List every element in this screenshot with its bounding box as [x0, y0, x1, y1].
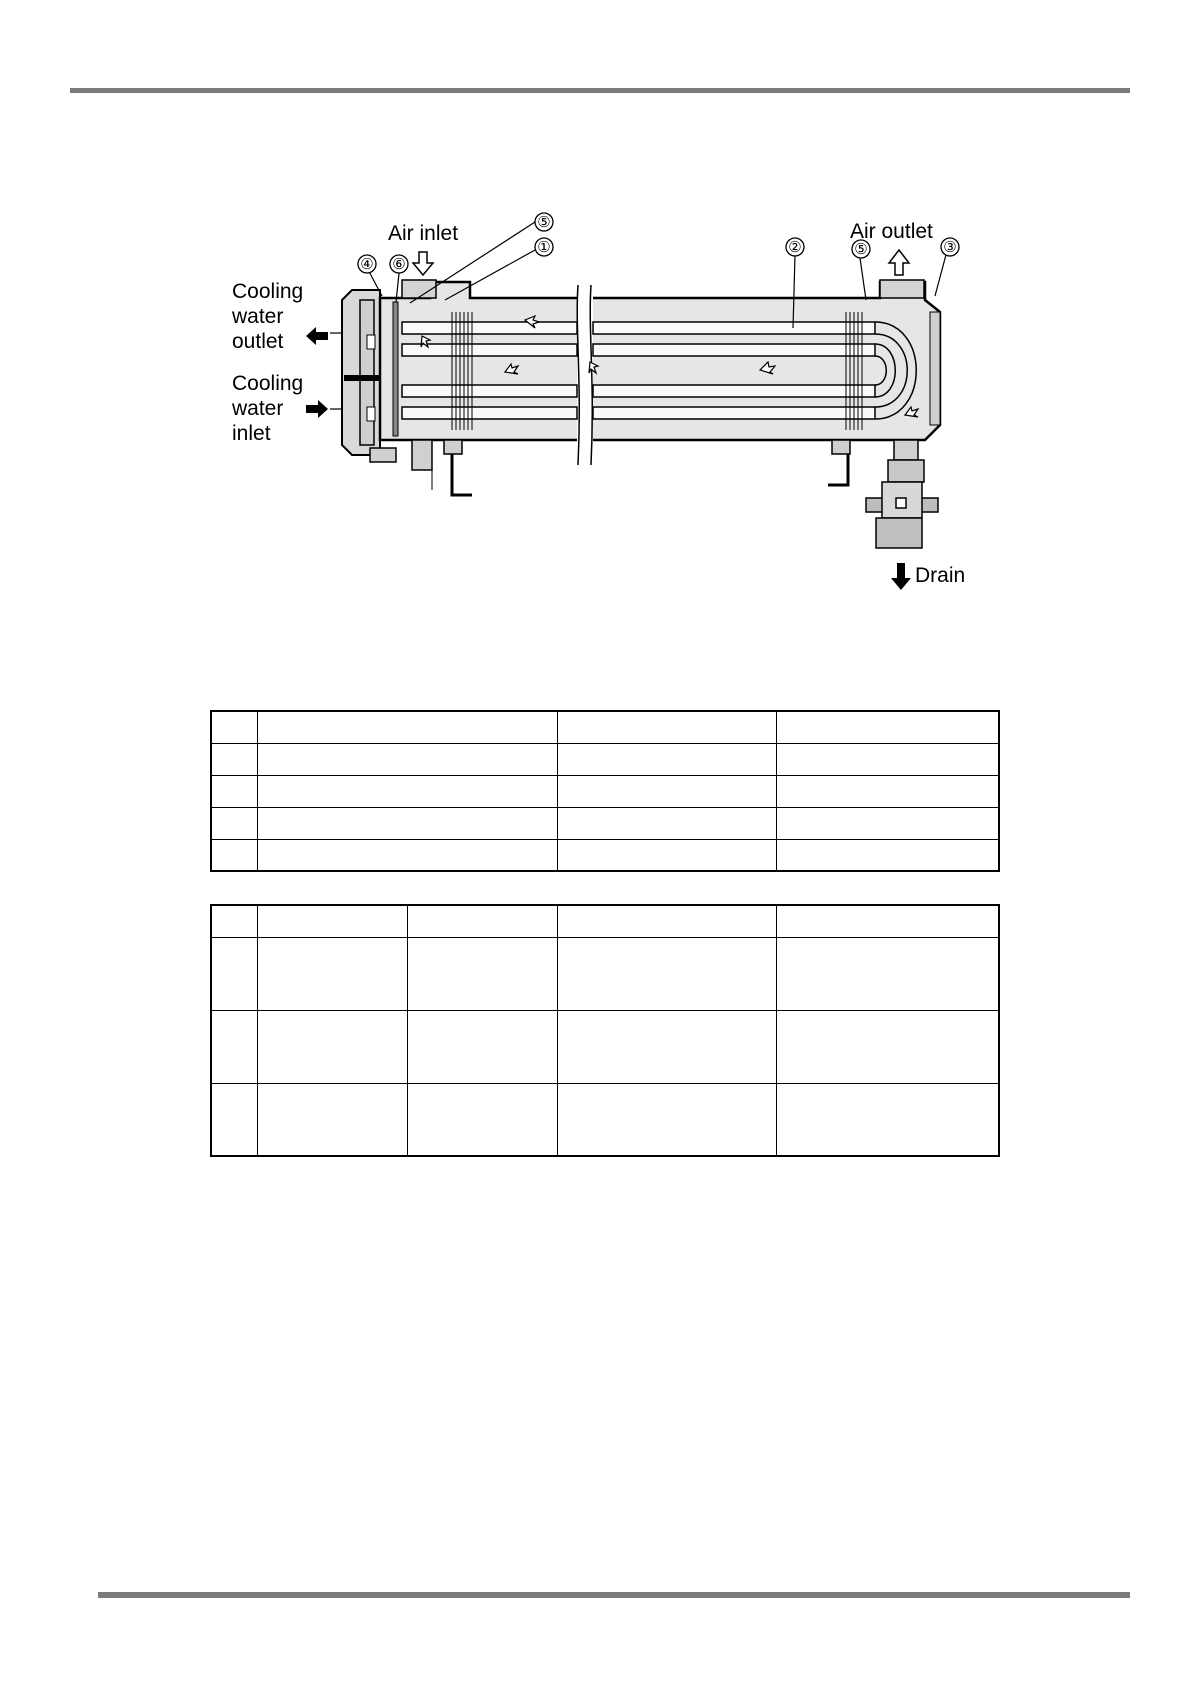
drain-valve	[866, 440, 938, 548]
air-inlet-label: Air inlet	[388, 222, 459, 245]
table-cell	[777, 743, 999, 775]
table-cell	[211, 937, 258, 1010]
table-cell	[777, 1083, 999, 1156]
bottom-fitting-left	[412, 440, 432, 490]
table-row	[211, 775, 999, 807]
table-cell	[407, 1010, 557, 1083]
table-cell	[557, 937, 776, 1010]
table-cell	[211, 807, 258, 839]
arrow-right-solid-icon	[306, 400, 328, 418]
svg-text:④: ④	[360, 256, 374, 273]
table-cell	[777, 905, 999, 937]
cooling-water-outlet-label: Cooling water outlet	[232, 280, 304, 353]
parts-table	[210, 710, 1000, 872]
svg-text:⑤: ⑤	[854, 241, 868, 258]
table-cell	[258, 1083, 408, 1156]
table-row	[211, 905, 999, 937]
table-cell	[407, 937, 557, 1010]
table-cell	[407, 905, 557, 937]
table-cell	[258, 775, 557, 807]
table-cell	[211, 1010, 258, 1083]
table-cell	[258, 937, 408, 1010]
table-cell	[211, 743, 258, 775]
arrow-down-solid-icon	[891, 563, 911, 590]
drain-label: Drain	[915, 564, 966, 587]
table-cell	[211, 905, 258, 937]
callout-3	[941, 238, 959, 256]
table-cell	[777, 807, 999, 839]
heat-exchanger-diagram	[0, 0, 1191, 640]
table-row	[211, 711, 999, 743]
support-bracket-right	[828, 440, 850, 485]
table-cell	[258, 1010, 408, 1083]
table-cell	[557, 1010, 776, 1083]
svg-text:⑤: ⑤	[537, 214, 551, 231]
air-outlet-label: Air outlet	[850, 220, 933, 243]
callout-6	[390, 255, 408, 273]
table-cell	[777, 711, 999, 743]
cooling-water-inlet-label: Cooling water inlet	[232, 372, 304, 445]
callout-2	[786, 238, 804, 256]
arrow-left-solid-icon	[306, 327, 328, 345]
specification-table	[210, 904, 1000, 1157]
table-cell	[211, 1083, 258, 1156]
table-row	[211, 839, 999, 871]
table-cell	[258, 905, 408, 937]
svg-text:②: ②	[788, 239, 802, 256]
table-cell	[777, 1010, 999, 1083]
svg-text:①: ①	[537, 239, 551, 256]
svg-text:③: ③	[943, 239, 957, 256]
table-cell	[557, 807, 776, 839]
air-outlet-nozzle	[880, 280, 924, 298]
table-cell	[557, 1083, 776, 1156]
table-cell	[407, 1083, 557, 1156]
table-row	[211, 807, 999, 839]
callout-5-left	[535, 213, 553, 231]
table-cell	[557, 711, 776, 743]
table-cell	[557, 775, 776, 807]
table-cell	[258, 807, 557, 839]
arrow-up-outline-icon	[889, 250, 909, 275]
table-cell	[211, 775, 258, 807]
callout-1	[535, 238, 553, 256]
table-cell	[777, 839, 999, 871]
table-cell	[557, 743, 776, 775]
shell-break	[577, 280, 593, 465]
table-cell	[258, 839, 557, 871]
arrow-down-outline-icon	[413, 252, 433, 275]
support-bracket-left	[444, 440, 472, 495]
table-cell	[211, 711, 258, 743]
svg-text:⑥: ⑥	[392, 256, 406, 273]
table-row	[211, 1010, 999, 1083]
tie-rod	[393, 302, 398, 436]
table-cell	[557, 839, 776, 871]
table-cell	[258, 711, 557, 743]
table-cell	[777, 775, 999, 807]
table-row	[211, 937, 999, 1010]
table-cell	[258, 743, 557, 775]
callout-4	[358, 255, 376, 273]
table-cell	[211, 839, 258, 871]
footer-rule	[98, 1592, 1130, 1598]
table-cell	[777, 937, 999, 1010]
table-row	[211, 743, 999, 775]
table-row	[211, 1083, 999, 1156]
table-cell	[557, 905, 776, 937]
